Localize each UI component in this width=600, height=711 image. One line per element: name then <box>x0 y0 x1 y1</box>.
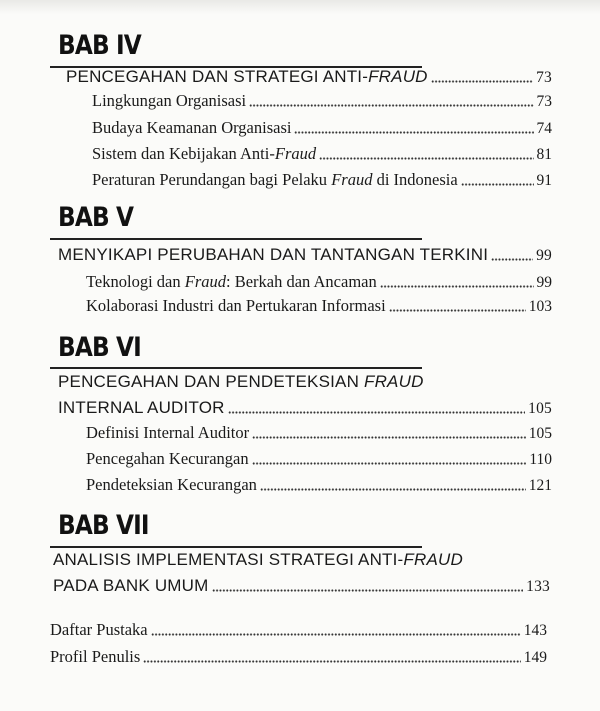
toc-entry-profil-penulis[interactable] <box>50 647 547 667</box>
leader-dots <box>212 589 524 592</box>
toc-entry-title: Daftar Pustaka <box>50 620 148 639</box>
leader-dots <box>319 157 533 160</box>
chapter-rule-bab-vii <box>50 546 422 548</box>
toc-entry-title: Pendeteksian Kecurangan <box>86 475 257 494</box>
page-number: 133 <box>526 578 550 595</box>
toc-entry-title: Kolaborasi Industri dan Pertukaran Informasi <box>86 296 386 315</box>
toc-chapter-bab-vii-line1[interactable] <box>53 550 513 570</box>
toc-entry-title: Sistem dan Kebijakan Anti-Fraud <box>92 144 317 163</box>
page-number: 74 <box>536 120 552 137</box>
toc-entry[interactable] <box>86 423 552 443</box>
toc-entry[interactable] <box>92 170 552 190</box>
leader-dots <box>151 633 521 636</box>
toc-chapter-bab-vi-line1[interactable] <box>58 372 438 392</box>
chapter-rule-bab-vi <box>50 367 422 369</box>
chapter-rule-bab-v <box>50 238 422 240</box>
toc-chapter-bab-iv[interactable] <box>66 67 552 87</box>
leader-dots <box>260 488 526 491</box>
page-number: 121 <box>528 477 552 494</box>
leader-dots <box>491 258 533 261</box>
page-number: 103 <box>528 298 552 315</box>
chapter-label-bab-iv: BAB IV <box>58 30 141 61</box>
page-number: 81 <box>536 146 552 163</box>
page-number: 99 <box>536 247 552 264</box>
toc-chapter-title: PENCEGAHAN DAN PENDETEKSIAN FRAUD <box>58 372 424 391</box>
page-number: 143 <box>523 622 547 639</box>
leader-dots <box>294 131 533 134</box>
toc-entry-title: Pencegahan Kecurangan <box>86 449 249 468</box>
toc-entry[interactable] <box>86 475 552 495</box>
toc-chapter-title: PENCEGAHAN DAN STRATEGI ANTI-FRAUD <box>66 67 428 86</box>
page-number: 73 <box>536 93 552 110</box>
toc-chapter-title: MENYIKAPI PERUBAHAN DAN TANTANGAN TERKINI <box>58 245 489 264</box>
toc-chapter-title: ANALISIS IMPLEMENTASI STRATEGI ANTI-FRAUD <box>53 550 463 569</box>
chapter-label-bab-v: BAB V <box>58 202 134 233</box>
page-top-edge <box>0 0 600 14</box>
toc-entry-title: Lingkungan Organisasi <box>92 91 247 110</box>
toc-entry[interactable] <box>92 91 552 111</box>
page-number: 110 <box>529 451 552 468</box>
toc-chapter-bab-v[interactable] <box>58 245 552 265</box>
leader-dots <box>431 80 533 83</box>
page-number: 91 <box>536 172 552 189</box>
toc-chapter-title: PADA BANK UMUM <box>53 576 209 595</box>
leader-dots <box>252 462 527 465</box>
toc-chapter-title: INTERNAL AUDITOR <box>58 398 225 417</box>
toc-entry[interactable] <box>86 296 552 316</box>
leader-dots <box>228 411 526 414</box>
leader-dots <box>389 309 526 312</box>
page-number: 105 <box>528 400 552 417</box>
page-number: 73 <box>536 69 552 86</box>
leader-dots <box>380 285 534 288</box>
toc-entry[interactable] <box>86 449 552 469</box>
toc-entry-title: Profil Penulis <box>50 647 141 666</box>
page-number: 149 <box>523 649 547 666</box>
toc-chapter-bab-vii-line2[interactable] <box>53 576 550 596</box>
toc-entry-title: Teknologi dan Fraud: Berkah dan Ancaman <box>86 272 377 291</box>
leader-dots <box>252 436 526 439</box>
chapter-label-bab-vii: BAB VII <box>58 510 149 541</box>
toc-entry-title: Definisi Internal Auditor <box>86 423 250 442</box>
leader-dots <box>249 104 533 107</box>
toc-entry-daftar-pustaka[interactable] <box>50 620 547 640</box>
toc-entry[interactable] <box>86 272 552 292</box>
toc-entry-title: Peraturan Perundangan bagi Pelaku Fraud di Indonesia <box>92 170 458 189</box>
page-number: 105 <box>528 425 552 442</box>
toc-chapter-bab-vi-line2[interactable] <box>58 398 552 418</box>
page-number: 99 <box>536 274 552 291</box>
toc-entry[interactable] <box>92 118 552 138</box>
leader-dots <box>461 183 534 186</box>
toc-entry[interactable] <box>92 144 552 164</box>
chapter-label-bab-vi: BAB VI <box>58 332 141 363</box>
toc-entry-title: Budaya Keamanan Organisasi <box>92 118 292 137</box>
leader-dots <box>143 660 520 663</box>
